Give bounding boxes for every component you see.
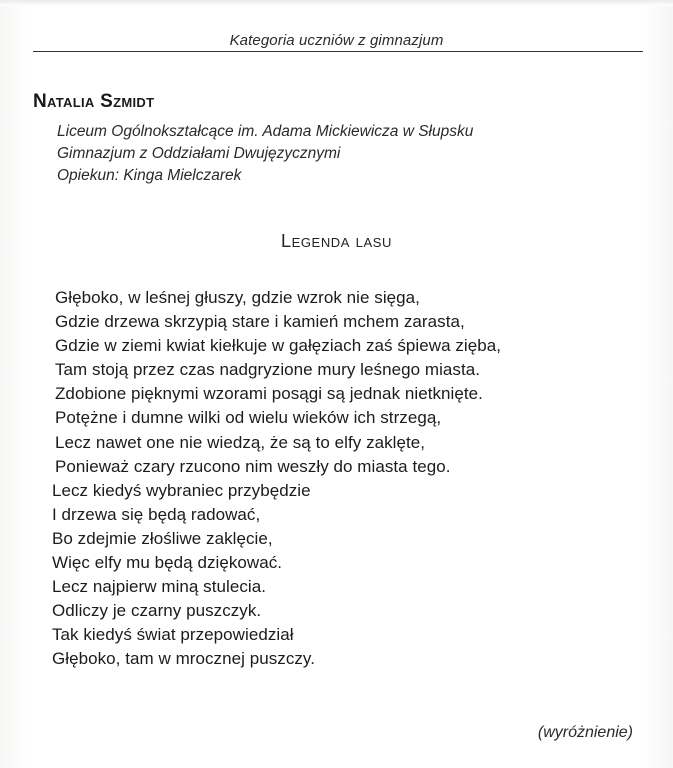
category-header: Kategoria uczniów z gimnazjum [229,32,444,49]
poem-line: Gdzie w ziemi kwiat kiełkuje w gałęziach zaś śpiewa zięba, [55,336,502,356]
poem-line: Tak kiedyś świat przepowiedział [52,625,294,645]
author-supervisor: Opiekun: Kinga Mielczarek [57,167,242,184]
poem-line: Głęboko, w leśnej głuszy, gdzie wzrok nie sięga, [55,288,420,307]
poem-line: Lecz kiedyś wybraniec przybędzie [52,480,311,500]
poem-line: Lecz nawet one nie wiedzą, że są to elfy zaklęte, [55,432,426,452]
page-shade [0,0,673,6]
poem-body [52,286,502,672]
poem-line: Więc elfy mu będą dziękować. [52,553,283,573]
poem-line: Ponieważ czary rzucono nim weszły do miasta tego. [55,456,451,476]
poem-line: Zdobione pięknymi wzorami posągi są jednak nietknięte. [55,384,483,404]
poem-line: I drzewa się będą radować, [52,504,261,524]
poem-line: Bo zdejmie złośliwe zaklęcie, [52,528,273,548]
distinction-note: (wyróżnienie) [537,724,633,741]
author-school: Liceum Ogólnokształcące im. Adama Mickiewicza w Słupsku [57,123,474,140]
poem-line: Lecz najpierw miną stulecia. [52,577,266,597]
poem-line: Głęboko, tam w mrocznej puszczy. [52,649,315,669]
poem-title: Legenda lasu [280,231,393,251]
author-name: Natalia Szmidt [33,91,155,112]
poem-line: Odliczy je czarny puszczyk. [52,601,262,621]
poem-line: Potężne i dumne wilki od wielu wieków ich strzegą, [55,408,442,428]
poem-line: Tam stoją przez czas nadgryzione mury leśnego miasta. [55,360,481,380]
header-rule [33,51,643,52]
author-division: Gimnazjum z Oddziałami Dwujęzycznymi [57,145,341,162]
poem-line: Gdzie drzewa skrzypią stare i kamień mchem zarasta, [55,312,465,332]
author-info [57,121,473,187]
